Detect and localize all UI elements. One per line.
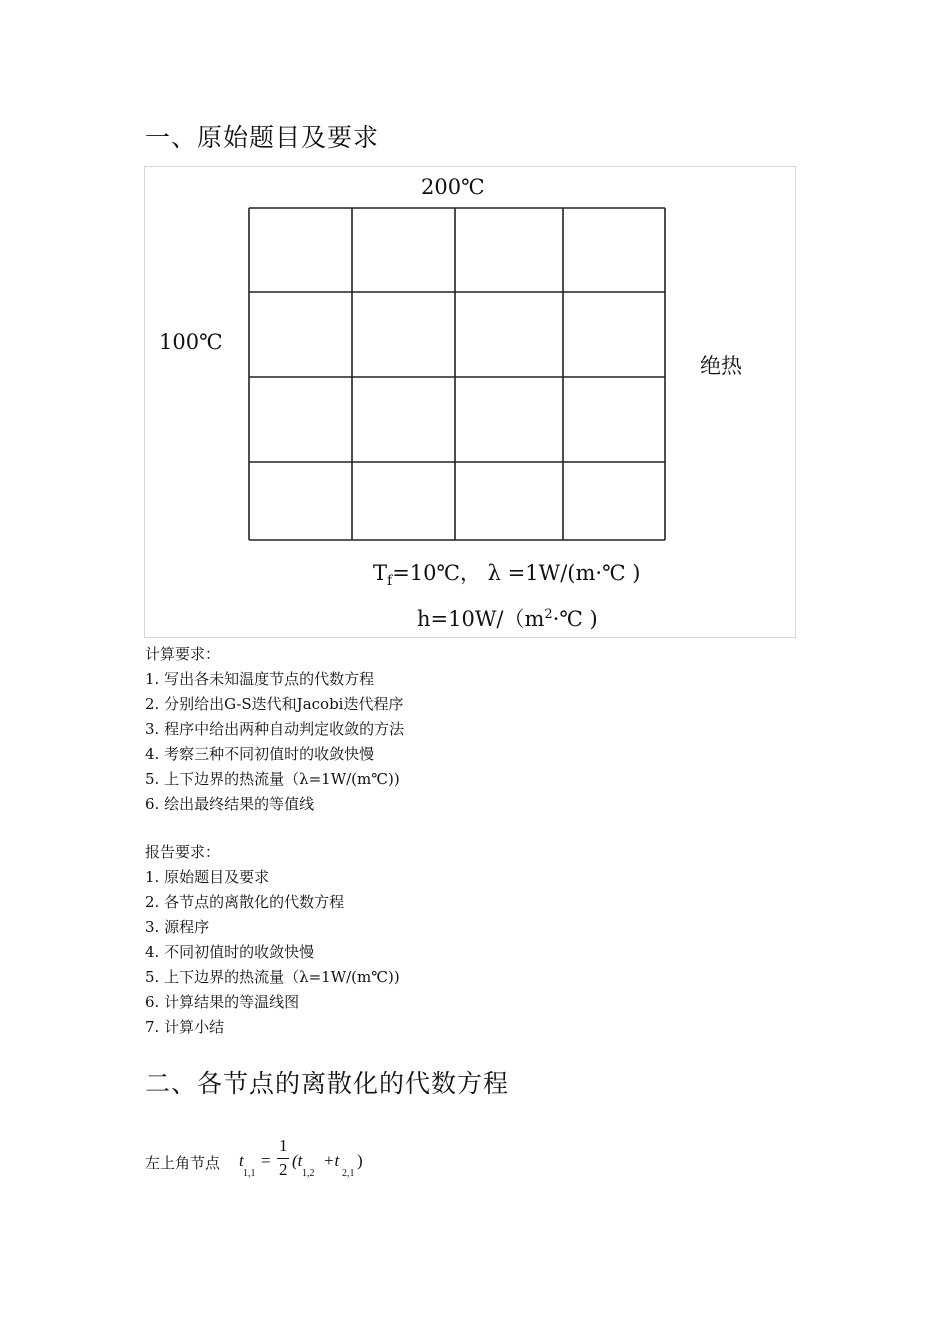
equation-lhs: t bbox=[239, 1151, 244, 1170]
convection-coefficient-caption: $h=10W/(m^2\cdot℃$ ) bbox=[417, 607, 598, 631]
list-item: 3. 源程序 bbox=[145, 918, 210, 936]
list-item: 1. 原始题目及要求 bbox=[145, 868, 270, 886]
list-item: 5. 上下边界的热流量（λ=1W/(m℃)) bbox=[145, 968, 400, 986]
term1-subscript: 1,2 bbox=[302, 1168, 315, 1179]
report-requirements bbox=[145, 840, 400, 1040]
list-item: 3. 程序中给出两种自动判定收敛的方法 bbox=[145, 720, 405, 738]
right-insulated-label: 绝热 bbox=[700, 354, 742, 378]
list-item: 4. 不同初值时的收敛快慢 bbox=[145, 943, 315, 961]
list-item: 6. 计算结果的等温线图 bbox=[145, 993, 300, 1011]
equation-term2: +t bbox=[323, 1151, 340, 1170]
list-item: 5. 上下边界的热流量（λ=1W/(m℃)) bbox=[145, 770, 400, 788]
fraction-bar bbox=[277, 1158, 289, 1159]
section-2-title: 二、各节点的离散化的代数方程 bbox=[145, 1069, 510, 1098]
equation-close: ) bbox=[357, 1151, 363, 1170]
top-temperature-label: 200℃ bbox=[421, 175, 485, 199]
fluid-conductivity-caption: $T_f=10℃$， λ =1W/(m·℃ ) bbox=[373, 561, 641, 590]
list-item: 2. 分别给出G-S迭代和Jacobi迭代程序 bbox=[145, 695, 404, 713]
equation-term1: (t bbox=[292, 1151, 303, 1170]
calc-requirements-heading: 计算要求： bbox=[145, 645, 221, 663]
list-item: 7. 计算小结 bbox=[145, 1018, 225, 1036]
fraction-denominator: 2 bbox=[279, 1160, 288, 1179]
section-1-title: 一、原始题目及要求 bbox=[145, 123, 380, 152]
list-item: 1. 写出各未知温度节点的代数方程 bbox=[145, 670, 375, 688]
equation-equals: = bbox=[261, 1151, 271, 1170]
report-requirements-heading: 报告要求： bbox=[145, 843, 221, 861]
left-temperature-label: 100℃ bbox=[159, 330, 223, 354]
fraction-numerator: 1 bbox=[279, 1136, 288, 1155]
equation-lhs-subscript: 1,1 bbox=[243, 1168, 256, 1179]
list-item: 6. 绘出最终结果的等值线 bbox=[145, 795, 315, 813]
calculation-requirements bbox=[145, 642, 404, 817]
list-item: 4. 考察三种不同初值时的收敛快慢 bbox=[145, 745, 375, 763]
equation-label: 左上角节点 bbox=[145, 1154, 221, 1172]
term2-subscript: 2,1 bbox=[342, 1168, 355, 1179]
problem-figure bbox=[144, 166, 796, 638]
list-item: 2. 各节点的离散化的代数方程 bbox=[145, 893, 345, 911]
